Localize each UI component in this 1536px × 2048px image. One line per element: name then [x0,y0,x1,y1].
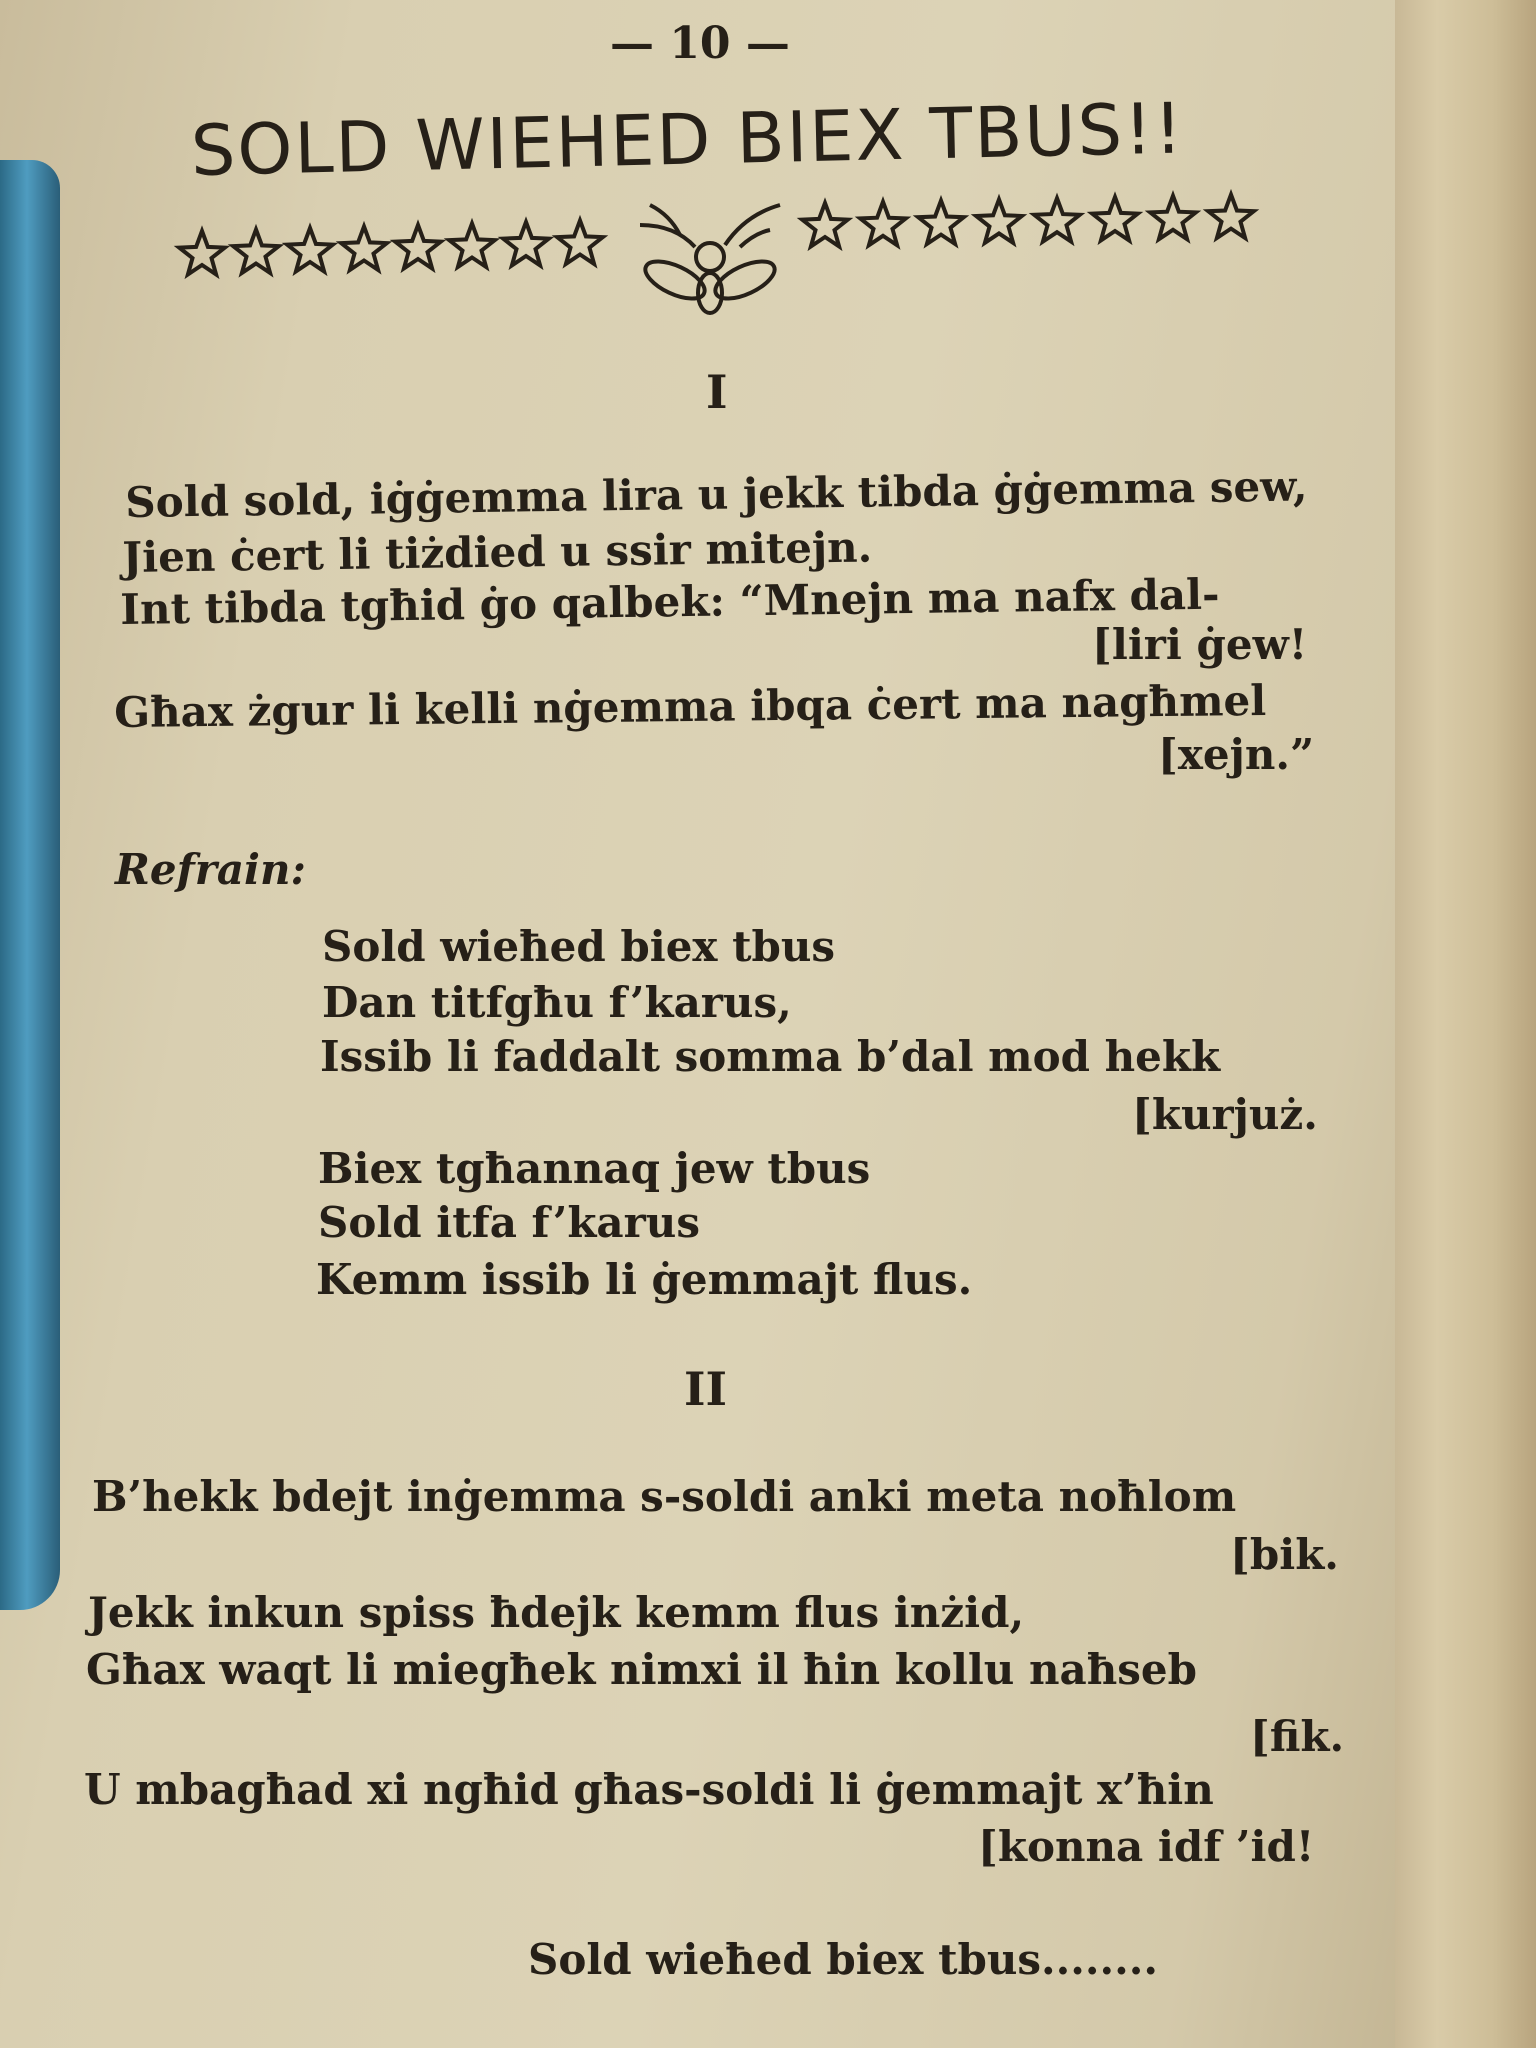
refrain-line-5: Sold itfa f’karus [318,1198,700,1247]
star-icon [449,224,495,267]
verse-2-continuation-1: [bik. [1230,1530,1339,1579]
star-icon [1092,197,1138,240]
verse-1-numeral: I [706,365,728,419]
refrain-line-6: Kemm issib li ġemmajt flus. [316,1255,973,1304]
blue-book-spine [0,160,60,1610]
star-icon [918,201,964,244]
star-icon [179,231,225,274]
verse-2-line-2: Jekk inkun spiss ħdejk kemm flus inżid, [88,1588,1025,1637]
verse-2-numeral: II [684,1362,728,1416]
star-icon [557,221,603,264]
star-icon [802,203,848,246]
song-title: SOLD WIEHED BIEX TBUS!! [190,87,1186,192]
verse-2-line-3: Għax waqt li miegħek nimxi il ħin kollu naħseb [86,1645,1197,1694]
verse-1-line-2: Jien ċert li tiżdied u ssir mitejn. [122,522,873,582]
verse-2-continuation-2: [fik. [1250,1712,1345,1761]
verse-1-line-4: Għax żgur li kelli nġemma ibqa ċert ma nagħmel [114,675,1267,737]
refrain-repeat: Sold wieħed biex tbus........ [528,1935,1158,1984]
star-icon [341,227,387,270]
star-flower-ornament-icon [170,185,1270,315]
star-icon [287,228,333,271]
refrain-line-3: Issib li faddalt somma b’dal mod hekk [320,1032,1221,1081]
refrain-continuation: [kurjuż. [1132,1090,1318,1139]
verse-1-line-3: Int tibda tgħid ġo qalbek: “Mnejn ma nafx dal- [120,569,1220,634]
verse-1-continuation-2: [xejn.” [1158,730,1315,779]
verse-2-line-4: U mbagħad xi ngħid għas-soldi li ġemmajt x’ħin [84,1765,1214,1814]
star-icon [976,199,1022,242]
star-icon [503,222,549,265]
verse-2-line-1: B’hekk bdejt inġemma s-soldi anki meta noħlom [92,1472,1237,1521]
star-icon [860,202,906,245]
refrain-line-4: Biex tgħannaq jew tbus [318,1144,871,1193]
refrain-line-1: Sold wieħed biex tbus [322,922,836,971]
page-number: — 10 — [610,18,790,69]
star-icon [1034,198,1080,241]
verse-1-continuation-1: [liri ġew! [1092,620,1308,669]
star-icon [395,225,441,268]
refrain-line-2: Dan titfgħu f’karus, [322,978,792,1027]
star-icon [233,230,279,273]
next-page-edge [1395,0,1536,2048]
refrain-label: Refrain: [115,845,307,894]
flower-icon [640,205,780,313]
verse-1-line-1: Sold sold, iġġemma lira u jekk tibda ġġemma sew, [125,461,1308,527]
verse-2-continuation-3: [konna idf ’id! [978,1822,1315,1871]
star-icon [1150,196,1196,239]
star-icon [1208,195,1254,238]
